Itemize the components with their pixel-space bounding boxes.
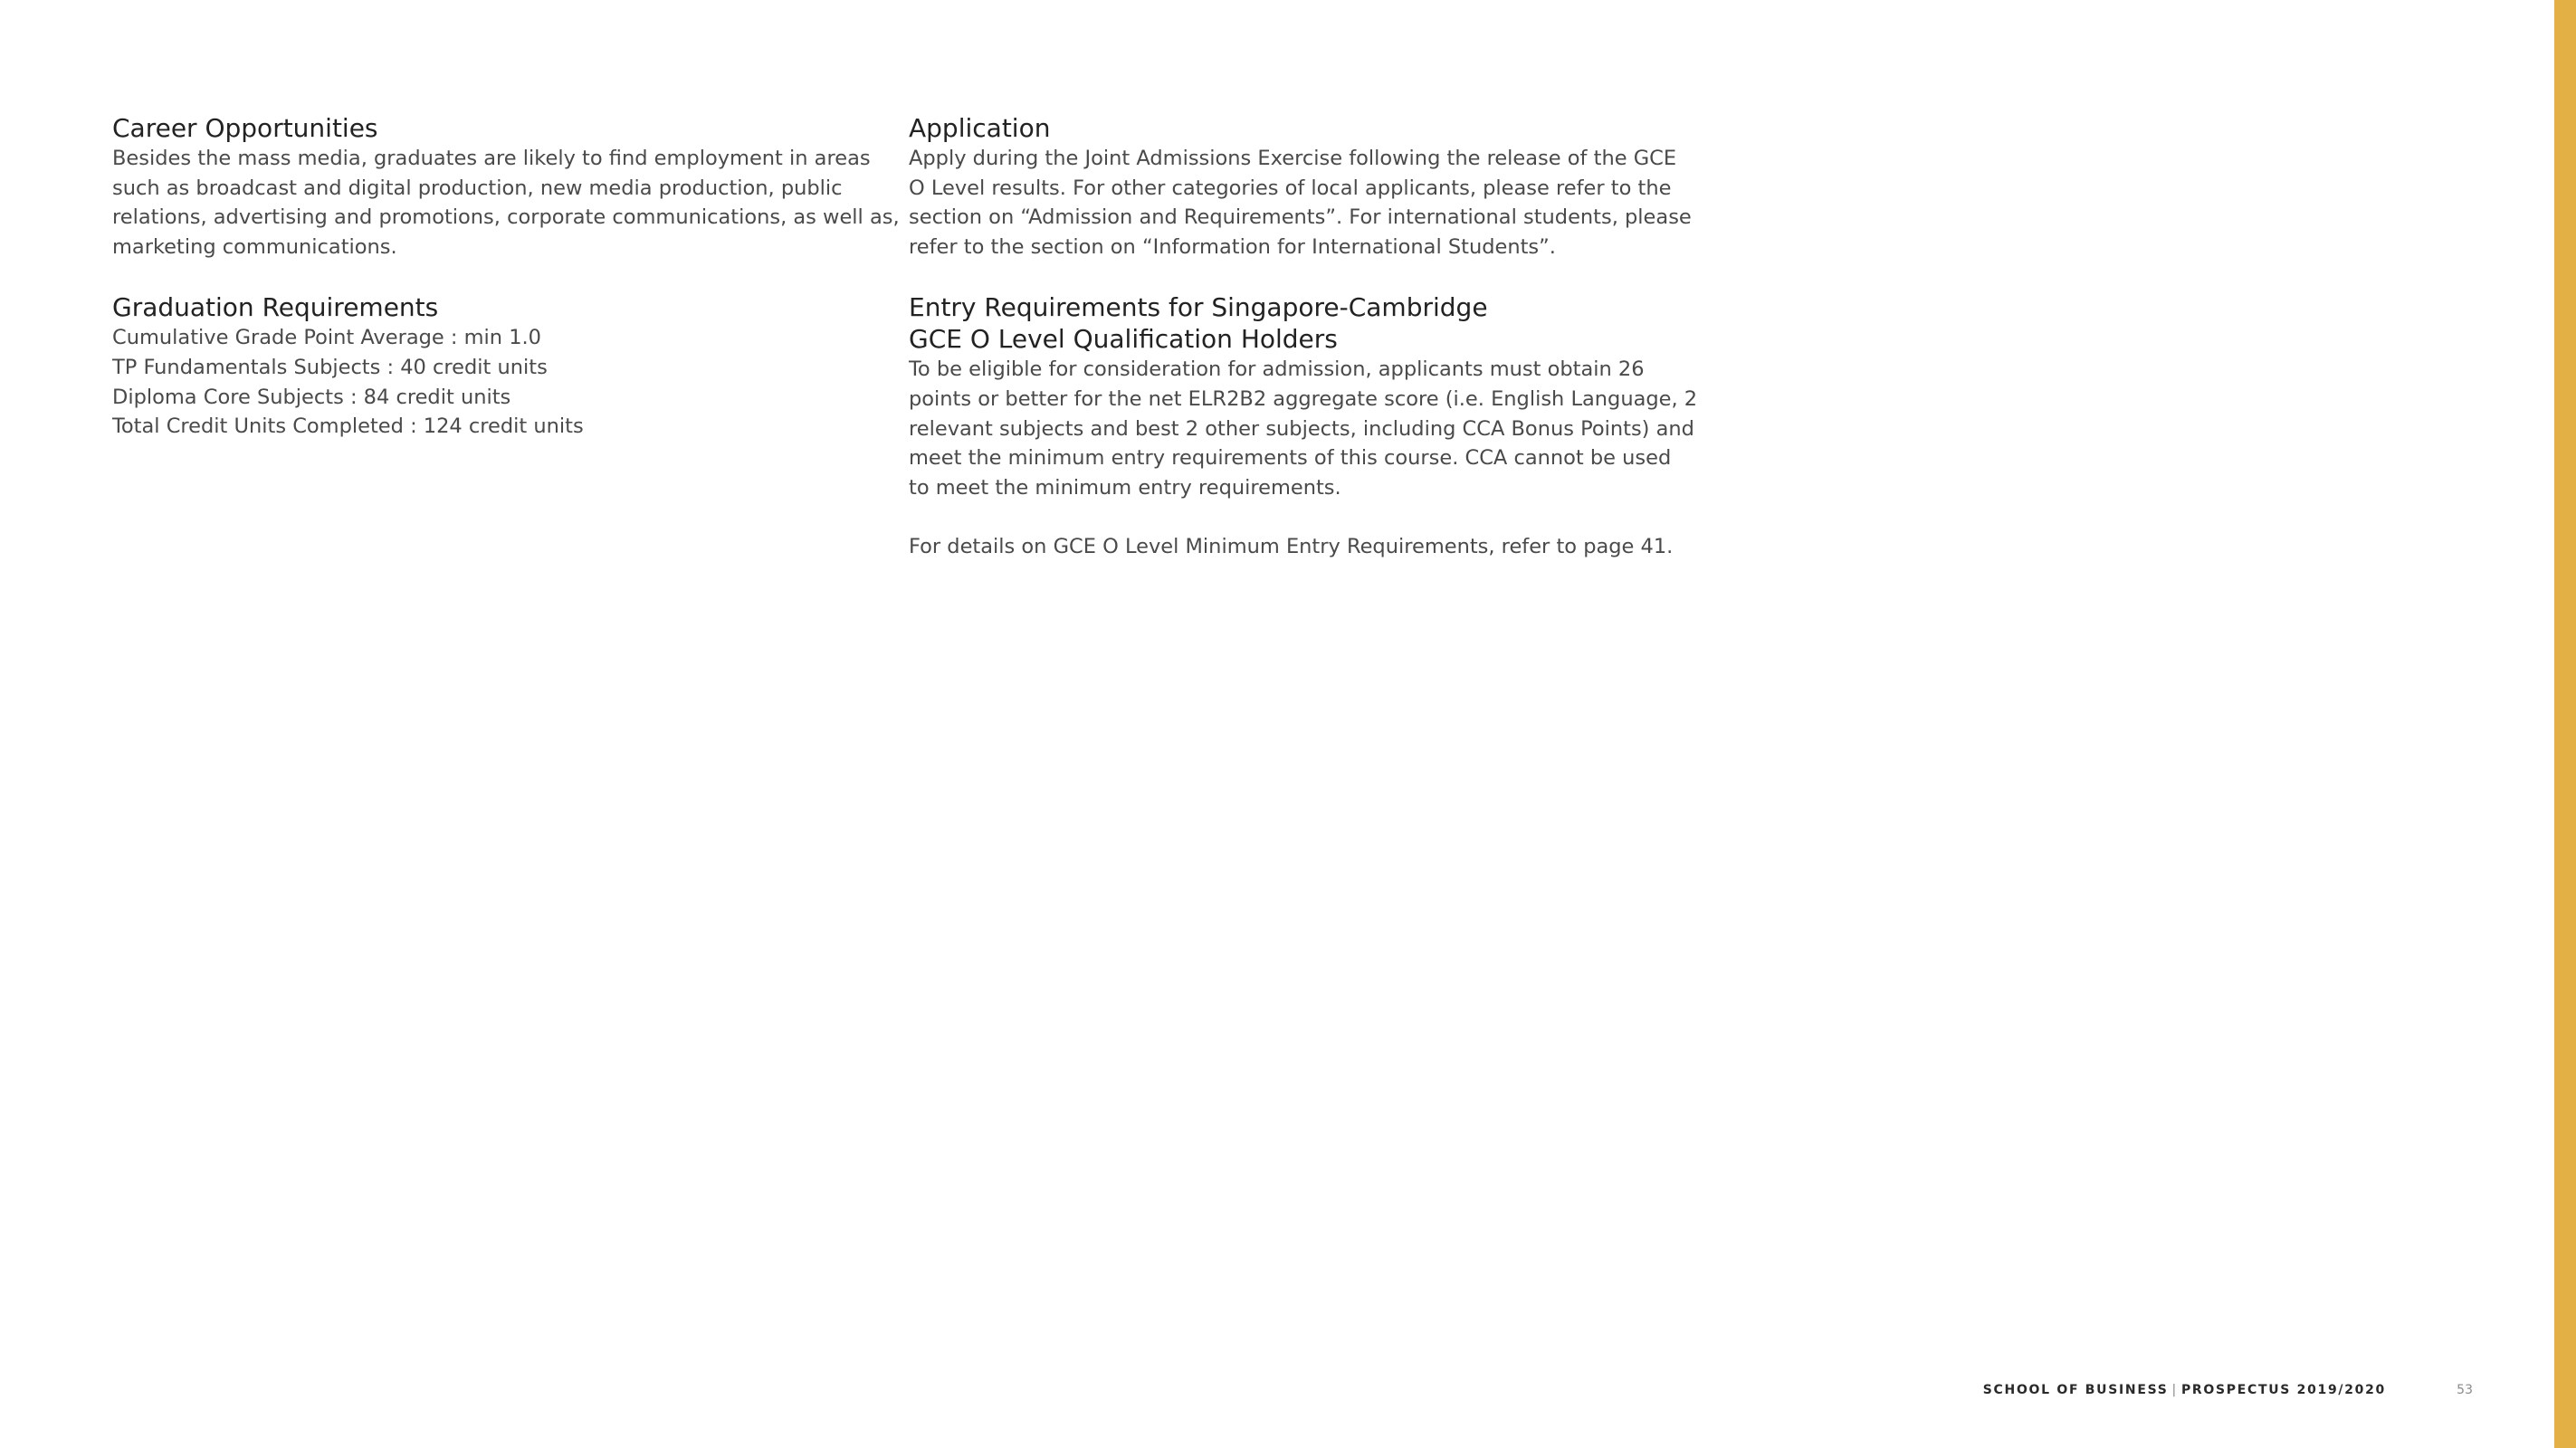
entry-heading-line: GCE O Level Qualification Holders bbox=[909, 324, 1338, 355]
application-text-line: O Level results. For other categories of local applicants, please refer to the bbox=[909, 176, 1672, 200]
entry-text-line: relevant subjects and best 2 other subjects, including CCA Bonus Points) and bbox=[909, 416, 1694, 441]
application-section bbox=[909, 112, 1692, 262]
graduation-requirements-heading: Graduation Requirements bbox=[112, 292, 439, 323]
footer-separator: | bbox=[2171, 1383, 2178, 1397]
application-text-line: section on “Admission and Requirements”. For international students, please bbox=[909, 205, 1692, 230]
entry-text-line: points or better for the net ELR2B2 aggregate score (i.e. English Language, 2 bbox=[909, 386, 1698, 411]
entry-details-reference: For details on GCE O Level Minimum Entry Requirements, refer to page 41. bbox=[909, 534, 1674, 558]
entry-requirements-section bbox=[909, 291, 1698, 561]
footer-publication-label bbox=[1983, 1381, 2386, 1399]
application-text-line: refer to the section on “Information for International Students”. bbox=[909, 234, 1556, 259]
requirement-gpa: Cumulative Grade Point Average : min 1.0 bbox=[112, 326, 541, 350]
requirement-total-credits: Total Credit Units Completed : 124 credit units bbox=[112, 414, 584, 439]
career-text-line: such as broadcast and digital production, new media production, public bbox=[112, 176, 843, 200]
career-opportunities-heading: Career Opportunities bbox=[112, 113, 378, 143]
application-text bbox=[909, 144, 1692, 262]
page-number: 53 bbox=[2457, 1383, 2473, 1397]
graduation-requirements-list bbox=[112, 323, 882, 441]
career-opportunities-text bbox=[112, 144, 900, 262]
right-column bbox=[909, 112, 1698, 562]
requirement-tp-fundamentals: TP Fundamentals Subjects : 40 credit units bbox=[112, 355, 548, 379]
entry-text-line: To be eligible for consideration for admission, applicants must obtain 26 bbox=[909, 357, 1645, 382]
career-opportunities-section bbox=[112, 112, 900, 262]
entry-requirements-heading bbox=[909, 291, 1678, 355]
entry-requirements-text bbox=[909, 355, 1698, 561]
footer-school-name: SCHOOL OF BUSINESS bbox=[1982, 1383, 2169, 1397]
career-text-line: marketing communications. bbox=[112, 234, 397, 259]
career-text-line: Besides the mass media, graduates are likely to find employment in areas bbox=[112, 147, 871, 170]
entry-text-line: to meet the minimum entry requirements. bbox=[909, 475, 1341, 500]
side-accent-bar bbox=[2554, 0, 2576, 1448]
graduation-requirements-section bbox=[112, 291, 882, 441]
entry-heading-line: Entry Requirements for Singapore-Cambridge bbox=[909, 292, 1488, 323]
left-column bbox=[112, 112, 900, 442]
entry-text-line: meet the minimum entry requirements of this course. CCA cannot be used bbox=[909, 446, 1672, 471]
career-text-line: relations, advertising and promotions, corporate communications, as well as, bbox=[112, 205, 900, 230]
footer-publication-title: PROSPECTUS 2019/2020 bbox=[2180, 1383, 2386, 1397]
requirement-diploma-core: Diploma Core Subjects : 84 credit units bbox=[112, 385, 511, 409]
application-text-line: Apply during the Joint Admissions Exercise following the release of the GCE bbox=[909, 147, 1677, 170]
paragraph-spacer bbox=[909, 502, 1678, 532]
application-heading: Application bbox=[909, 113, 1051, 143]
